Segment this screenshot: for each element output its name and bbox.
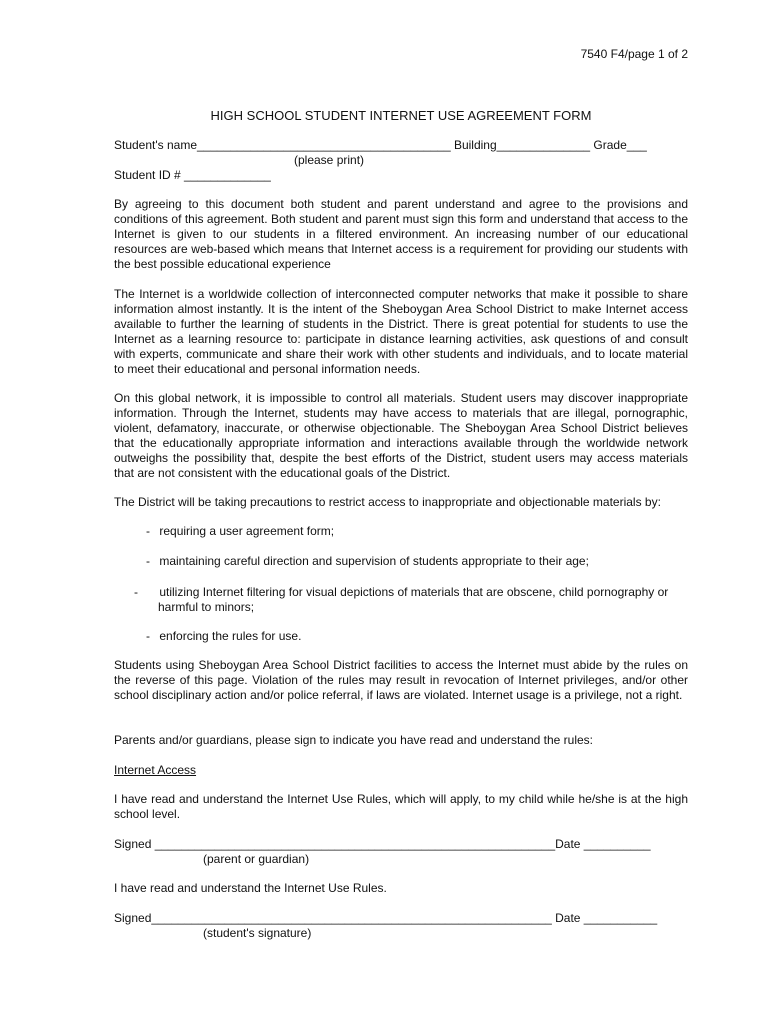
page-number: 7540 F4/page 1 of 2 (580, 47, 688, 61)
bullet-text: maintaining careful direction and supervision of students appropriate to their age; (159, 554, 589, 568)
student-signature-line: Signed____________________________________________________________ Date ___________ (114, 911, 658, 925)
parent-signature-line: Signed ____________________________________________________________Date __________ (114, 837, 651, 851)
agreement-paragraph: By agreeing to this document both student and parent understand and agree to the provisions and conditions of this agreement. Both student and parent must sign this form and understand that access to the Internet is given to our students in a filtered environment. An increasing number of our educational resources are web-based which means that Internet access is a requirement for providing our students with the best possible educational experience (114, 197, 688, 271)
parent-caption: (parent or guardian) (203, 852, 310, 866)
global-network-paragraph: On this global network, it is impossible to control all materials. Student users may discover inappropriate information. Through the Internet, students may have access to materials that are illegal, pornographic, violent, defamatory, inaccurate, or otherwise objectionable. The Sheboygan Area School District believes that the educationally appropriate information and interactions available through the worldwide network outweighs the possibility that, despite the best efforts of the District, student users may access materials that are not consistent with the educational goals of the District. (114, 391, 688, 480)
internet-access-heading: Internet Access (114, 763, 197, 777)
bullet-dash: - (134, 585, 138, 599)
precautions-paragraph: The District will be taking precautions to restrict access to inappropriate and objectionable materials by: (114, 495, 661, 509)
list-item (146, 554, 688, 569)
student-id-line: Student ID # _____________ (114, 168, 271, 182)
bullet-dash: - (146, 554, 150, 568)
please-print-caption: (please print) (294, 153, 365, 167)
student-statement: I have read and understand the Internet Use Rules. (114, 881, 387, 895)
bullet-dash: - (146, 524, 150, 538)
internet-description-paragraph: The Internet is a worldwide collection of interconnected computer networks that make it possible to share information almost instantly. It is the intent of the Sheboygan Area School District to make Internet access available to further the learning of students in the District. There is great potential for students to use the Internet as a learning resource to: participate in distance learning activities, ask questions of and consult with experts, communicate and share their work with other students and individuals, and to locate material to meet their educational and personal information needs. (114, 287, 688, 376)
student-name-line: Student's name______________________________________ Building______________ Grade___ (114, 138, 647, 152)
parent-statement: I have read and understand the Internet Use Rules, which will apply, to my child while he/she is at the high school level. (114, 792, 688, 821)
parents-instruction-paragraph: Parents and/or guardians, please sign to indicate you have read and understand the rules: (114, 733, 593, 747)
district-rules-paragraph: Students using Sheboygan Area School District facilities to access the Internet must abide by the rules on the reverse of this page. Violation of the rules may result in revocation of Internet privileges, and/or other school disciplinary action and/or police referral, if laws are violated. Internet usage is a privilege, not a right. (114, 658, 688, 702)
bullet-text: requiring a user agreement form; (159, 524, 335, 538)
bullet-text: enforcing the rules for use. (159, 629, 302, 643)
form-title: HIGH SCHOOL STUDENT INTERNET USE AGREEMENT FORM (210, 108, 592, 123)
bullet-dash: - (146, 629, 150, 643)
list-item (146, 629, 688, 644)
bullet-text: utilizing Internet filtering for visual depictions of materials that are obscene, child pornography or harmful to minors; (158, 585, 669, 614)
list-item (134, 585, 700, 615)
student-caption: (student's signature) (203, 926, 312, 940)
list-item (146, 524, 688, 539)
